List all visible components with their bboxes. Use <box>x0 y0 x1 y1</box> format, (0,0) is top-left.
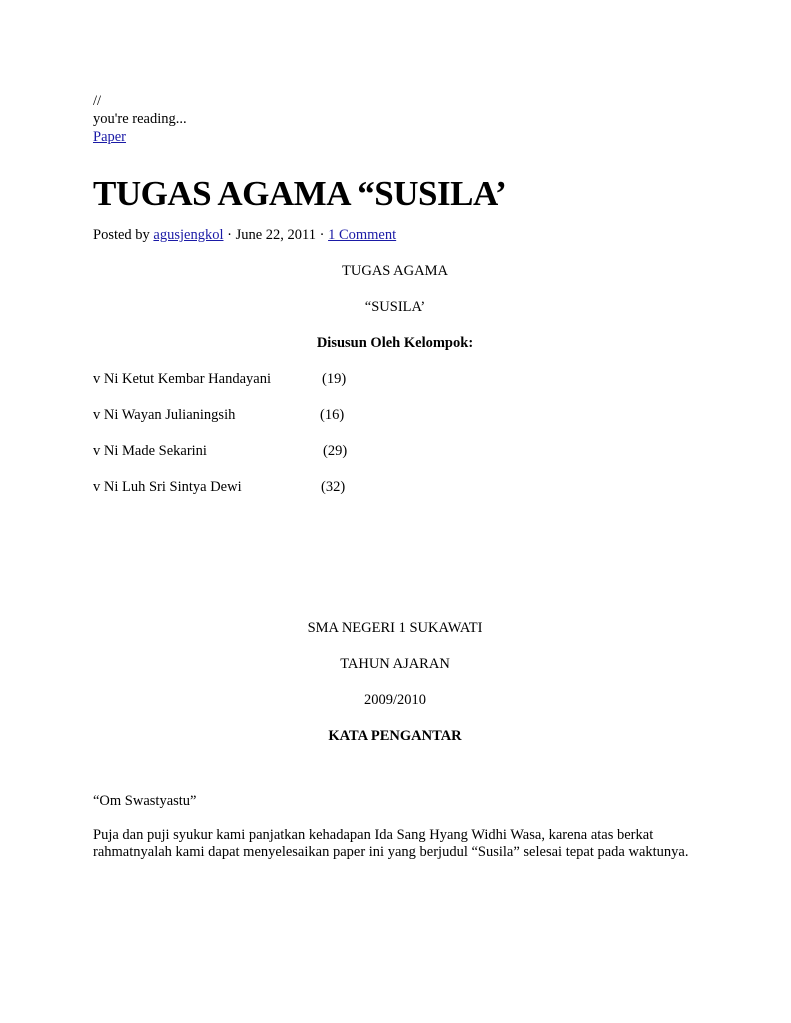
post-date: · June 22, 2011 · <box>223 227 329 243</box>
member-row <box>93 478 703 496</box>
member-row <box>93 442 703 460</box>
post-meta <box>93 226 703 244</box>
breadcrumb-slashes: // <box>93 93 102 109</box>
member-number: (32) <box>321 479 346 495</box>
category-link[interactable]: Paper <box>93 129 127 145</box>
preface-paragraph: Puja dan puji syukur kami panjatkan kehadapan Ida Sang Hyang Widhi Wasa, karena atas berkat rahmatnyalah kami dapat menyelesaikan paper ini yang berjudul “Susila” selesai tepat pada waktunya. <box>93 827 689 860</box>
school-name: SMA NEGERI 1 SUKAWATI <box>307 620 483 636</box>
comments-link[interactable]: 1 Comment <box>328 227 397 243</box>
academic-year-label: TAHUN AJARAN <box>340 656 450 672</box>
preface-heading: KATA PENGANTAR <box>328 728 462 744</box>
cover-title-line1: TUGAS AGAMA <box>342 263 448 279</box>
reading-label: you're reading... <box>93 111 187 127</box>
member-row <box>93 406 703 424</box>
member-name: v Ni Luh Sri Sintya Dewi <box>93 479 242 495</box>
academic-year: 2009/2010 <box>363 692 427 708</box>
posted-by-label: Posted by <box>93 227 154 243</box>
member-name: v Ni Ketut Kembar Handayani <box>93 371 271 387</box>
greeting: “Om Swastyastu” <box>93 793 197 809</box>
category-line <box>93 128 703 146</box>
member-number: (29) <box>323 443 348 459</box>
cover-title-line2: “SUSILA’ <box>364 299 426 315</box>
member-number: (19) <box>322 371 347 387</box>
member-number: (16) <box>320 407 345 423</box>
compiled-by-heading: Disusun Oleh Kelompok: <box>316 335 474 351</box>
author-link[interactable]: agusjengkol <box>153 227 224 243</box>
member-name: v Ni Wayan Julianingsih <box>93 407 236 423</box>
post-title: TUGAS AGAMA “SUSILA’ <box>93 174 507 213</box>
member-name: v Ni Made Sekarini <box>93 443 207 459</box>
document-page <box>93 92 703 861</box>
member-row <box>93 370 703 388</box>
